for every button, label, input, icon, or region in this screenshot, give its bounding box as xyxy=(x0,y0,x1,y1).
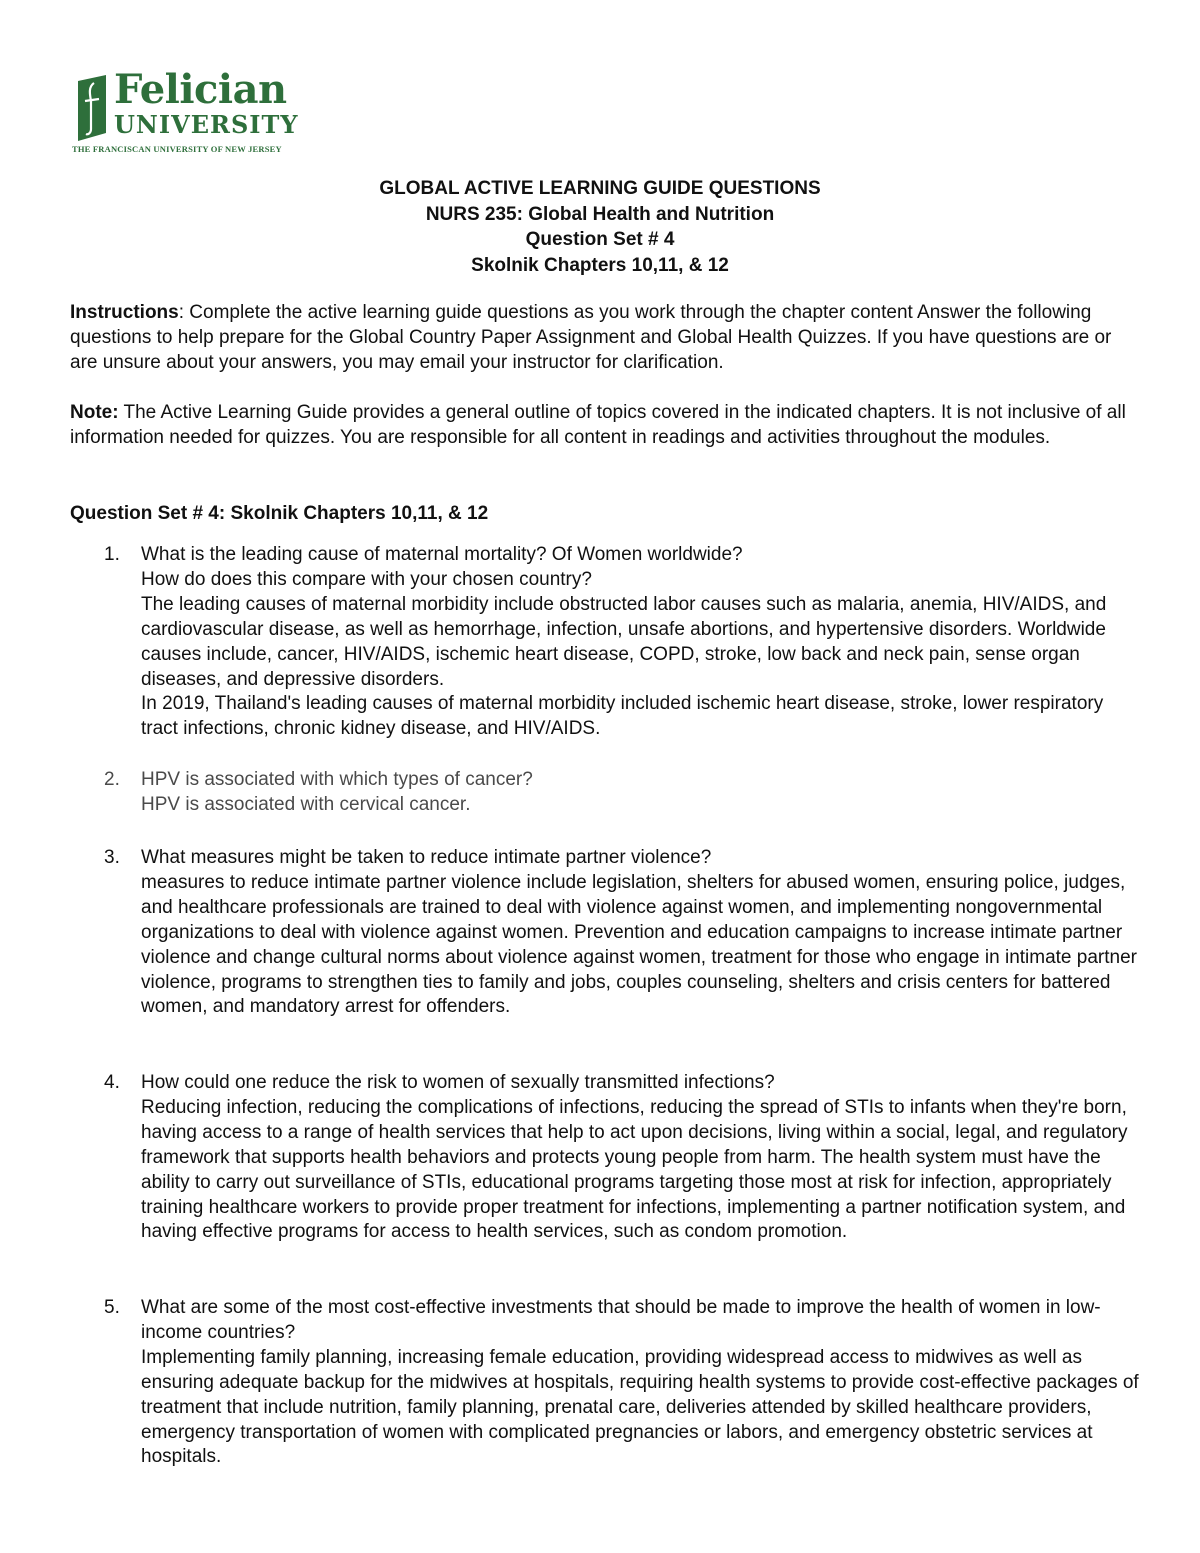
question-number: 3. xyxy=(104,847,120,868)
question-number: 5. xyxy=(104,1297,120,1318)
question-text: How could one reduce the risk to women of sexually transmitted infections? xyxy=(141,1072,775,1093)
logo-wordmark: Felician xyxy=(114,66,287,113)
header-question-set: Question Set # 4 xyxy=(525,229,675,250)
instructions-paragraph xyxy=(70,300,1140,375)
header-chapters: Skolnik Chapters 10,11, & 12 xyxy=(471,254,729,276)
question-text: What are some of the most cost-effective investments that should be made to improve the health of women in low-income countries? xyxy=(141,1297,1101,1343)
logo-university: UNIVERSITY xyxy=(114,110,299,139)
question-text: How do does this compare with your chosen country? xyxy=(141,568,592,590)
instructions-text: : Complete the active learning guide questions as you work through the chapter content Answer the following questions to help prepare for the Global Country Paper Assignment and Global Health Quizzes. If you have questions are or are unsure about your answers, you may email your instructor for clarification. xyxy=(70,302,1112,373)
question-text: What measures might be taken to reduce intimate partner violence? xyxy=(141,847,712,868)
question-number: 2. xyxy=(104,769,120,790)
document-header xyxy=(0,176,1200,278)
logo-tagline: THE FRANCISCAN UNIVERSITY OF NEW JERSEY xyxy=(72,144,282,154)
note-text: The Active Learning Guide provides a general outline of topics covered in the indicated chapters. It is not inclusive of all information needed for quizzes. You are responsible for all content in readings and activities throughout the modules. xyxy=(70,402,1126,448)
question-item xyxy=(104,768,1144,818)
question-number: 1. xyxy=(104,544,120,565)
header-course: NURS 235: Global Health and Nutrition xyxy=(425,203,775,225)
answer-text: HPV is associated with cervical cancer. xyxy=(141,793,471,815)
instructions-label: Instructions xyxy=(70,302,179,323)
question-item xyxy=(104,543,1144,742)
answer-text: Implementing family planning, increasing female education, providing widespread access to midwives as well as ensuring adequate backup for the midwives at hospitals, requiring health systems to provide cost-effective packages of treatment that include nutrition, family planning, prenatal care, deliveries attended by skilled healthcare providers, emergency transportation of women with complicated pregnancies or labors, and emergency obstetric services at hospitals. xyxy=(141,1346,1139,1468)
answer-text: Reducing infection, reducing the complications of infections, reducing the spread of STIs to infants when they're born, having access to a range of health services that help to act upon decisions, living within a social, legal, and regulatory framework that supports health behaviors and protects young people from harm. The health system must have the ability to carry out surveillance of STIs, educational programs targeting those most at risk for infection, appropriately training healthcare workers to provide proper treatment for infections, implementing a partner notification system, and having effective programs for access to health services, such as condom promotion. xyxy=(141,1096,1128,1243)
answer-text: The leading causes of maternal morbidity include obstructed labor causes such as malaria, anemia, HIV/AIDS, and cardiovascular disease, as well as hemorrhage, infection, unsafe abortions, and hypertensive disorders. Worldwide causes include, cancer, HIV/AIDS, ischemic heart disease, COPD, stroke, low back and neck pain, sense organ diseases, and depressive disorders. xyxy=(141,593,1107,690)
question-item xyxy=(104,1296,1144,1470)
question-set-title: Question Set # 4: Skolnik Chapters 10,11, & 12 xyxy=(70,503,489,524)
answer-text: measures to reduce intimate partner violence include legislation, shelters for abused women, ensuring police, judges, and healthcare professionals are trained to deal with violence against women, and implementing nongovernmental organizations to deal with violence against women. Prevention and education campaigns to increase intimate partner violence and change cultural norms about violence against women, treatment for those who engage in intimate partner violence, programs to strengthen ties to family and jobs, couples counseling, shelters and crisis centers for battered women, and mandatory arrest for offenders. xyxy=(141,871,1137,1018)
felician-cross-icon xyxy=(76,75,110,141)
note-paragraph xyxy=(70,400,1140,450)
question-number: 4. xyxy=(104,1072,120,1093)
question-item xyxy=(104,1071,1144,1245)
university-logo xyxy=(70,66,310,160)
question-item xyxy=(104,846,1144,1020)
answer-text: In 2019, Thailand's leading causes of maternal morbidity included ischemic heart disease, stroke, lower respiratory tract infections, chronic kidney disease, and HIV/AIDS. xyxy=(141,693,1104,740)
question-text: HPV is associated with which types of cancer? xyxy=(141,769,533,790)
header-title: GLOBAL ACTIVE LEARNING GUIDE QUESTIONS xyxy=(379,178,821,199)
question-text: What is the leading cause of maternal mortality? Of Women worldwide? xyxy=(141,544,743,565)
note-label: Note: xyxy=(70,402,119,423)
